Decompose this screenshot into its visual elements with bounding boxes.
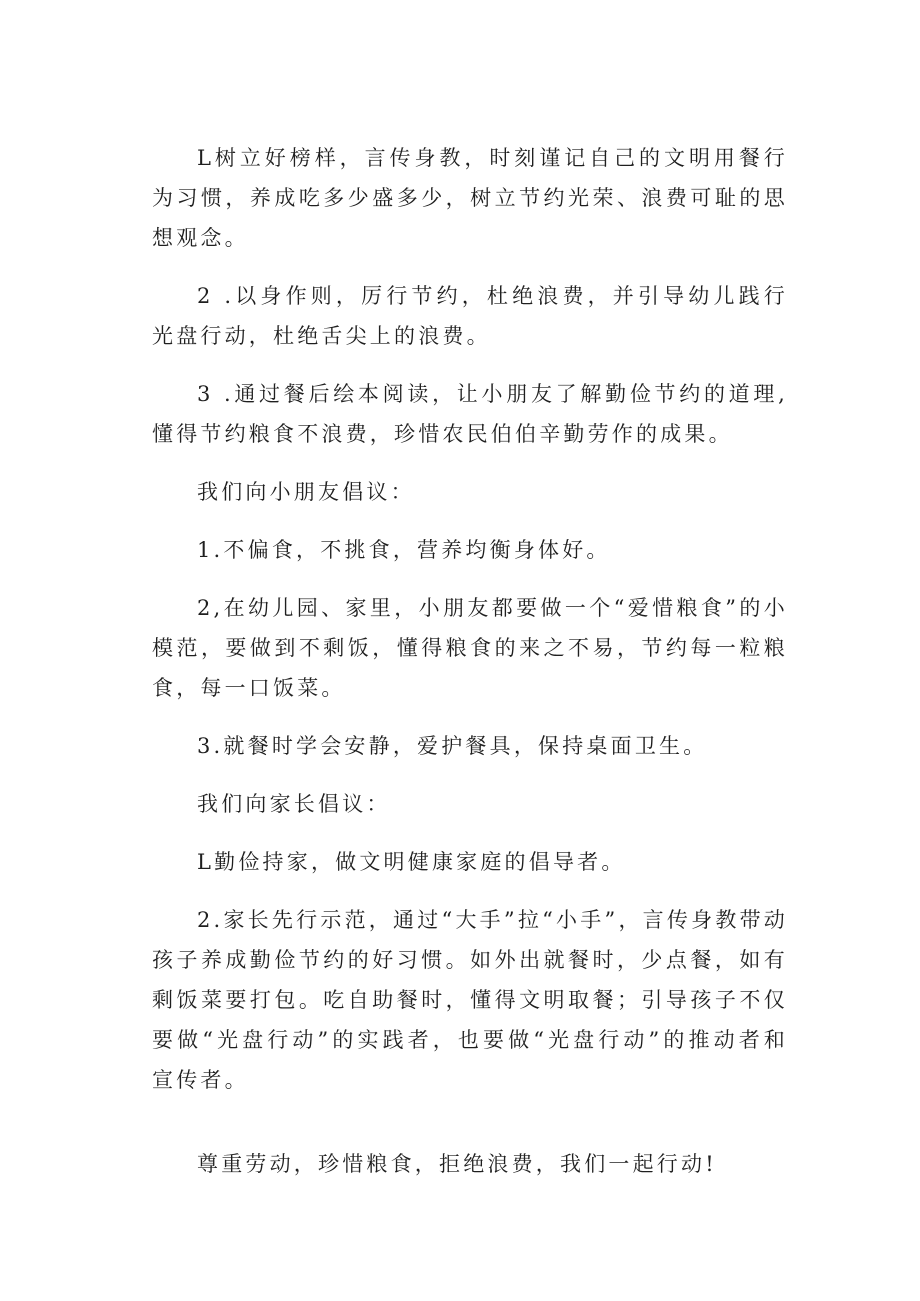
parents-proposal-heading: 我们向家长倡议： [197,792,391,816]
teacher-item-3: 3 .通过餐后绘本阅读，让小朋友了解勤俭节约的道理,懂得节约粮食不浪费，珍惜农民伯伯辛勤劳作的成果。 [152,382,788,446]
closing-slogan: 尊重劳动，珍惜粮食，拒绝浪费，我们一起行动! [197,1152,717,1176]
children-proposal-heading: 我们向小朋友倡议： [197,480,415,504]
parents-item-2: 2.家长先行示范，通过“大手”拉“小手”，言传身教带动孩子养成勤俭节约的好习惯。如外出就餐时，少点餐，如有剩饭菜要打包。吃自助餐时，懂得文明取餐；引导孩子不仅要做“光盘行动”的实践者，也要做“光盘行动”的推动者和宣传者。 [152,908,788,1092]
children-item-3: 3.就餐时学会安静，爱护餐具，保持桌面卫生。 [197,734,708,758]
teacher-item-1: L树立好榜样，言传身教，时刻谨记自己的文明用餐行为习惯，养成吃多少盛多少，树立节约光荣、浪费可耻的思想观念。 [152,146,788,250]
children-item-2: 2,在幼儿园、家里，小朋友都要做一个“爱惜粮食”的小模范，要做到不剩饭，懂得粮食的来之不易，节约每一粒粮食，每一口饭菜。 [152,596,788,700]
children-item-1: 1.不偏食，不挑食，营养均衡身体好。 [197,538,611,562]
document-body [152,138,788,1202]
teacher-item-2: 2 .以身作则，厉行节约，杜绝浪费，并引导幼儿践行光盘行动，杜绝舌尖上的浪费。 [152,284,788,348]
parents-item-1: L勤俭持家，做文明健康家庭的倡导者。 [197,850,626,874]
